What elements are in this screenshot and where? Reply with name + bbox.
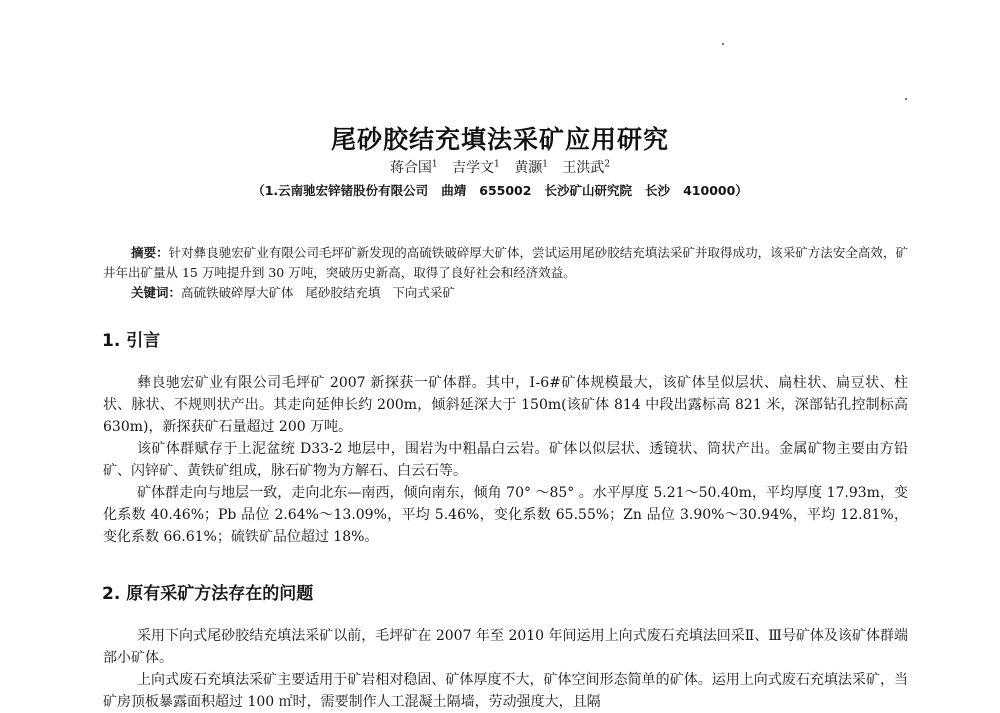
abstract-text: 针对彝良驰宏矿业有限公司毛坪矿新发现的高硫铁破碎厚大矿体，尝试运用尾砂胶结充填法采矿并取得成功，该采矿方法安全高效，矿井年出矿量从 15 万吨提升到 30 万吨，突破历史新高，取得了良好社会和经济效益。 xyxy=(103,245,908,280)
abstract xyxy=(103,243,908,283)
section-body xyxy=(103,625,908,713)
abstract-block xyxy=(103,243,908,303)
section-heading: 2. 原有采矿方法存在的问题 xyxy=(102,584,314,604)
scan-speck xyxy=(722,43,724,45)
author-list xyxy=(0,157,1000,177)
paragraph: 采用下向式尾砂胶结充填法采矿以前，毛坪矿在 2007 年至 2010 年间运用上向式废石充填法回采Ⅱ、Ⅲ号矿体及该矿体群端部小矿体。 xyxy=(103,628,908,666)
paper-title: 尾砂胶结充填法采矿应用研究 xyxy=(330,125,669,154)
section-body xyxy=(103,372,908,548)
paragraph: 矿体群走向与地层一致，走向北东—南西，倾向南东，倾角 70° ～85° 。水平厚度 5.21～50.40m，平均厚度 17.93m，变化系数 40.46%；Pb 品位 2.64%～13.09%，平均 5.46%，变化系数 65.55%；Zn 品位 3.90%～30.94%，平均 12.81%，变化系数 66.61%；硫铁矿品位超过 18%。 xyxy=(103,485,908,545)
author: 黄灏$^1$ xyxy=(514,159,548,176)
author: 吉学文$^1$ xyxy=(452,159,500,176)
affiliation: （1.云南驰宏锌锗股份有限公司 曲靖 655002 长沙矿山研究院 长沙 410000） xyxy=(252,183,748,198)
section-heading: 1. 引言 xyxy=(102,331,161,351)
paragraph: 该矿体群赋存于上泥盆统 D33-2 地层中，围岩为中粗晶白云岩。矿体以似层状、透镜状、筒状产出。金属矿物主要由方铅矿、闪锌矿、黄铁矿组成，脉石矿物为方解石、白云石等。 xyxy=(103,441,908,479)
author: 王洪武$^2$ xyxy=(562,159,611,176)
keywords-label: 关键词： xyxy=(131,285,182,300)
paragraph: 彝良驰宏矿业有限公司毛坪矿 2007 新探获一矿体群。其中，Ⅰ-6#矿体规模最大，该矿体呈似层状、扁柱状、扁豆状、柱状、脉状、不规则状产出。其走向延伸长约 200m，倾斜延深大于 150m(该矿体 814 中段出露标高 821 米，深部钻孔控制标高 630m)，新探获矿石量超过 200 万吨。 xyxy=(103,375,908,435)
author: 蒋合国$^1$ xyxy=(389,159,438,176)
keywords xyxy=(103,283,908,303)
keywords-text: 高硫铁破碎厚大矿体 尾砂胶结充填 下向式采矿 xyxy=(181,285,455,300)
paragraph: 上向式废石充填法采矿主要适用于矿岩相对稳固、矿体厚度不大，矿体空间形态简单的矿体。运用上向式废石充填法采矿，当矿房顶板暴露面积超过 100 ㎡时，需要制作人工混凝土隔墙，劳动强度大，且隔 xyxy=(103,672,908,710)
abstract-label: 摘要： xyxy=(131,245,169,260)
scan-speck xyxy=(905,98,907,100)
